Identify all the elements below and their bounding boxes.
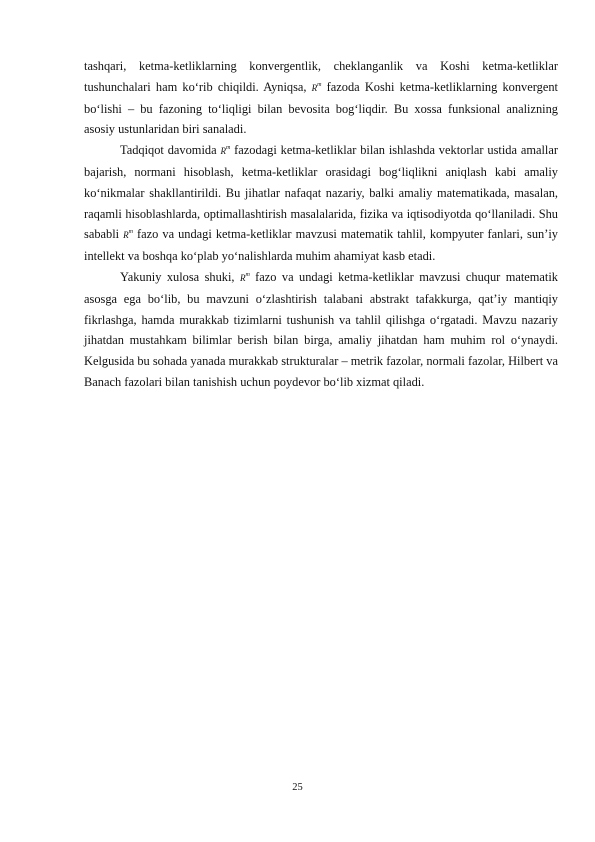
paragraph-2-text-1: Tadqiqot davomida (120, 143, 221, 158)
paragraph-1-text-2: fazoda Koshi ketma-ketliklarning konvergent bo‘lishi – bu fazoning to‘liqligi bilan bevosita bog‘liqdir. Bu xossa funksional analizning asosiy ustunlaridan biri sanaladi. (84, 79, 558, 137)
paragraph-2-text-3: fazo va undagi ketma-ketliklar mavzusi matematik tahlil, kompyuter fanlari, sun’iy intellekt va boshqa ko‘plab yo‘nalishlarda muhim ahamiyat kasb etadi. (84, 227, 558, 264)
math-base: R (123, 230, 129, 241)
math-base: R (220, 146, 226, 157)
space-r-m-symbol (220, 146, 230, 156)
paragraph-2 (84, 140, 558, 267)
space-r-m-symbol (312, 83, 322, 93)
space-r-m-symbol (123, 230, 133, 240)
math-superscript: m (245, 271, 250, 278)
math-superscript: m (128, 229, 133, 236)
paragraph-1 (84, 56, 558, 140)
math-superscript: m (317, 81, 322, 88)
page-number: 25 (292, 782, 303, 793)
math-superscript: m (225, 145, 231, 152)
paragraph-3 (84, 267, 558, 393)
paragraph-3-text-1: Yakuniy xulosa shuki, (120, 269, 240, 284)
math-base: R (311, 82, 318, 93)
space-r-m-symbol (240, 273, 250, 283)
paragraph-3-text-2: fazo va undagi ketma-ketliklar mavzusi chuqur matematik asosga ega bo‘lib, bu mavzuni o‘zlashtirish talabani abstrakt tafakkurga, qat’iy mantiqiy fikrlashga, hamda murakkab tizimlarni tushunish va tahlil qilishga o‘rgatadi. Mavzu nazariy jihatdan mustahkam bilimlar berish bilan birga, amaliy jihatdan ham muhim rol o‘ynaydi. Kelgusida bu sohada yanada murakkab strukturalar – metrik fazolar, normali fazolar, Hilbert va Banach fazolari bilan tanishish uchun poydevor bo‘lib xizmat qiladi. (84, 269, 558, 389)
paragraph-1-text-1: tashqari, ketma-ketliklarning konvergentlik, cheklanganlik va Koshi ketma-ketliklar tushunchalari ham ko‘rib chiqildi. Ayniqsa, (84, 59, 558, 94)
text-body (84, 56, 558, 393)
paragraph-2-text-2: fazodagi ketma-ketliklar bilan ishlashda vektorlar ustida amallar bajarish, normani hisoblash, ketma-ketliklar orasidagi bog‘liqlikni aniqlash kabi amaliy ko‘nikmalar shakllantirildi. Bu jihatlar nafaqat nazariy, balki amaliy matematikada, masalan, raqamli hisoblashlarda, optimallashtirish masalalarida, fizika va iqtisodiyotda qo‘llaniladi. Shu sababli (84, 143, 558, 242)
math-base: R (239, 272, 246, 283)
